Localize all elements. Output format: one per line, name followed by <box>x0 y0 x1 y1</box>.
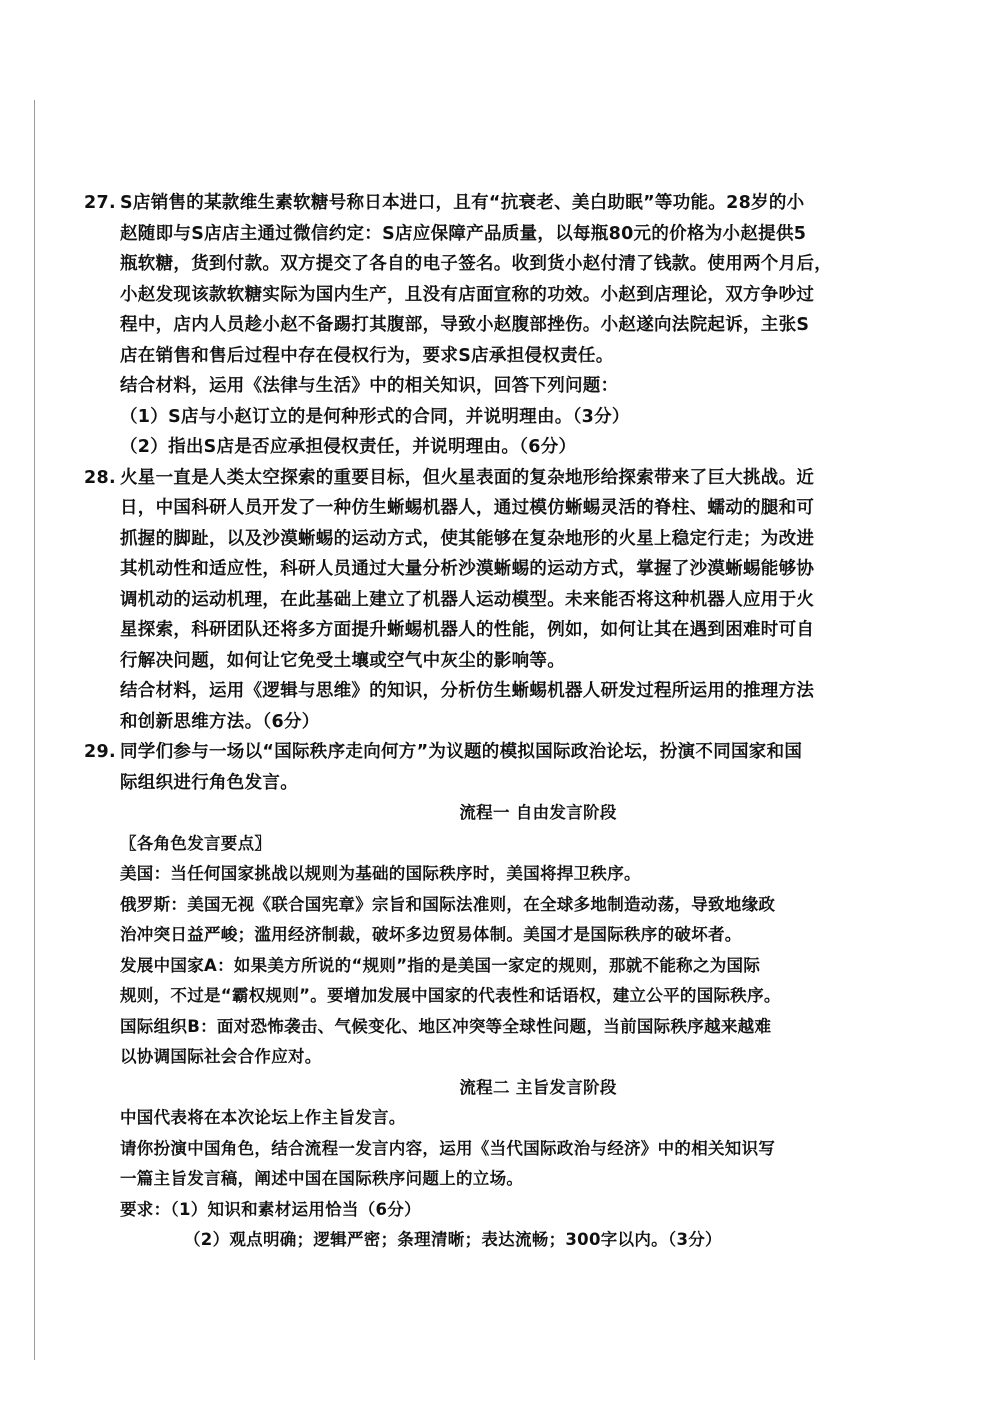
stage-2-title: 流程二 主旨发言阶段 <box>459 1077 617 1097</box>
question-line: 星探索，科研团队还将多方面提升蜥蜴机器人的性能，例如，如何让其在遇到困难时可自 <box>120 620 815 640</box>
role-statement-russia: 俄罗斯：美国无视《联合国宪章》宗旨和国际法准则，在全球多地制造动荡，导致地缘政 <box>120 894 776 914</box>
question-line: S店销售的某款维生素软糖号称日本进口，且有“抗衰老、美白助眠”等功能。28岁的小 <box>120 193 805 213</box>
stage-1-title: 流程一 自由发言阶段 <box>459 803 617 822</box>
sub-question-2: （2）指出S店是否应承担侵权责任，并说明理由。（6分） <box>120 437 577 457</box>
role-statement-usa: 美国：当任何国家挑战以规则为基础的国际秩序时，美国将捍卫秩序。 <box>120 864 641 883</box>
question-line: 小赵发现该款软糖实际为国内生产，且没有店面宣称的功效。小赵到店理论，双方争吵过 <box>120 284 815 305</box>
role-statement-russia-cont: 治冲突日益严峻；滥用经济制裁，破坏多边贸易体制。美国才是国际秩序的破坏者。 <box>120 925 742 944</box>
question-line: 调机动的运动机理，在此基础上建立了机器人运动模型。未来能否将这种机器人应用于火 <box>120 589 815 610</box>
exam-page-content <box>84 188 916 1256</box>
role-statement-developing-country-cont: 规则，不过是“霸权规则”。要增加发展中国家的代表性和话语权，建立公平的国际秩序。 <box>120 986 781 1005</box>
stage-2-line: 中国代表将在本次论坛上作主旨发言。 <box>120 1108 406 1127</box>
role-statement-intl-org-cont: 以协调国际社会合作应对。 <box>120 1047 322 1066</box>
roles-heading: 〖各角色发言要点〗 <box>120 833 272 853</box>
question-29 <box>84 737 916 1256</box>
question-line: 赵随即与S店店主通过微信约定：S店应保障产品质量，以每瓶80元的价格为小赵提供5 <box>120 223 807 244</box>
question-line: 店在销售和售后过程中存在侵权行为，要求S店承担侵权责任。 <box>120 345 614 366</box>
question-intro-line: 际组织进行角色发言。 <box>120 772 298 793</box>
question-line: 日，中国科研人员开发了一种仿生蜥蜴机器人，通过模仿蜥蜴灵活的脊柱、蠕动的腿和可 <box>120 498 815 518</box>
question-line: 其机动性和适应性，科研人员通过大量分析沙漠蜥蜴的运动方式，掌握了沙漠蜥蜴能够协 <box>120 559 815 579</box>
question-number: 28. <box>84 467 116 488</box>
question-prompt: 结合材料，运用《逻辑与思维》的知识，分析仿生蜥蜴机器人研发过程所运用的推理方法 <box>120 681 815 701</box>
stage-2-task: 请你扮演中国角色，结合流程一发言内容，运用《当代国际政治与经济》中的相关知识写 <box>120 1138 776 1158</box>
role-statement-developing-country: 发展中国家A：如果美方所说的“规则”指的是美国一家定的规则，那就不能称之为国际 <box>120 955 761 975</box>
question-line: 程中，店内人员趁小赵不备踢打其腹部，导致小赵腹部挫伤。小赵遂向法院起诉，主张S <box>120 315 810 335</box>
requirement-2: （2）观点明确；逻辑严密；条理清晰；表达流畅；300字以内。（3分） <box>184 1230 722 1249</box>
sub-question-1: （1）S店与小赵订立的是何种形式的合同，并说明理由。（3分） <box>120 406 630 427</box>
requirement-1: 要求：（1）知识和素材运用恰当（6分） <box>120 1199 421 1219</box>
question-27 <box>84 188 916 463</box>
question-intro-line: 同学们参与一场以“国际秩序走向何方”为议题的模拟国际政治论坛，扮演不同国家和国 <box>120 742 803 762</box>
question-prompt: 和创新思维方法。（6分） <box>120 711 320 732</box>
question-number: 29. <box>84 742 116 762</box>
question-line: 火星一直是人类太空探索的重要目标，但火星表面的复杂地形给探索带来了巨大挑战。近 <box>120 467 815 488</box>
margin-rule <box>34 100 35 1360</box>
question-number: 27. <box>84 193 116 213</box>
question-28 <box>84 463 916 738</box>
question-line: 行解决问题，如何让它免受土壤或空气中灰尘的影响等。 <box>120 650 565 671</box>
question-prompt: 结合材料，运用《法律与生活》中的相关知识，回答下列问题： <box>120 376 619 396</box>
stage-2-task: 一篇主旨发言稿，阐述中国在国际秩序问题上的立场。 <box>120 1169 524 1188</box>
question-line: 瓶软糖，货到付款。双方提交了各自的电子签名。收到货小赵付清了钱款。使用两个月后， <box>120 254 832 274</box>
question-line: 抓握的脚趾，以及沙漠蜥蜴的运动方式，使其能够在复杂地形的火星上稳定行走；为改进 <box>120 528 815 549</box>
role-statement-intl-org: 国际组织B：面对恐怖袭击、气候变化、地区冲突等全球性问题，当前国际秩序越来越难 <box>120 1016 772 1036</box>
